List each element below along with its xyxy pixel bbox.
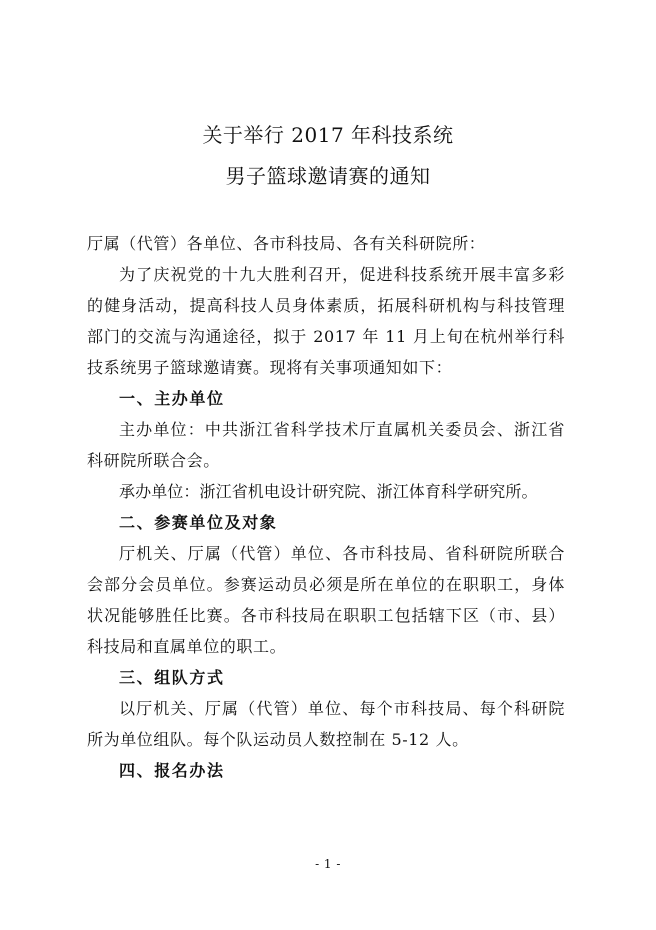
section-heading-2: 二、参赛单位及对象: [119, 513, 278, 532]
section-3-paragraph-1: 以厅机关、厅属（代管）单位、每个市科技局、每个科研院所为单位组队。每个队运动员人数控制在 5-12 人。: [87, 699, 565, 749]
section-heading-3: 三、组队方式: [119, 668, 225, 687]
intro-paragraph: 为了庆祝党的十九大胜利召开，促进科技系统开展丰富多彩的健身活动，提高科技人员身体素质，拓展科研机构与科技管理部门的交流与沟通途径，拟于 2017 年 11 月上旬在杭州举行科技系统男子篮球邀请赛。现将有关事项通知如下：: [87, 265, 565, 377]
section-1-paragraph-1: 主办单位：中共浙江省科学技术厅直属机关委员会、浙江省科研院所联合会。: [87, 420, 565, 470]
section-heading-4: 四、报名办法: [119, 761, 225, 780]
section-1-paragraph-2: 承办单位：浙江省机电设计研究院、浙江体育科学研究所。: [119, 482, 538, 501]
document-body: [87, 228, 565, 786]
section-2-paragraph-1: 厅机关、厅属（代管）单位、各市科技局、省科研院所联合会部分会员单位。参赛运动员必须是所在单位的在职职工，身体状况能够胜任比赛。各市科技局在职职工包括辖下区（市、县）科技局和直属单位的职工。: [87, 544, 565, 656]
section-heading-1: 一、主办单位: [119, 389, 225, 408]
document-title-line1: 关于举行 2017 年科技系统: [202, 123, 454, 147]
salutation: 厅属（代管）各单位、各市科技局、各有关科研院所：: [87, 234, 486, 253]
page-number: - 1 -: [315, 857, 341, 871]
document-title-line2: 男子篮球邀请赛的通知: [225, 164, 431, 188]
